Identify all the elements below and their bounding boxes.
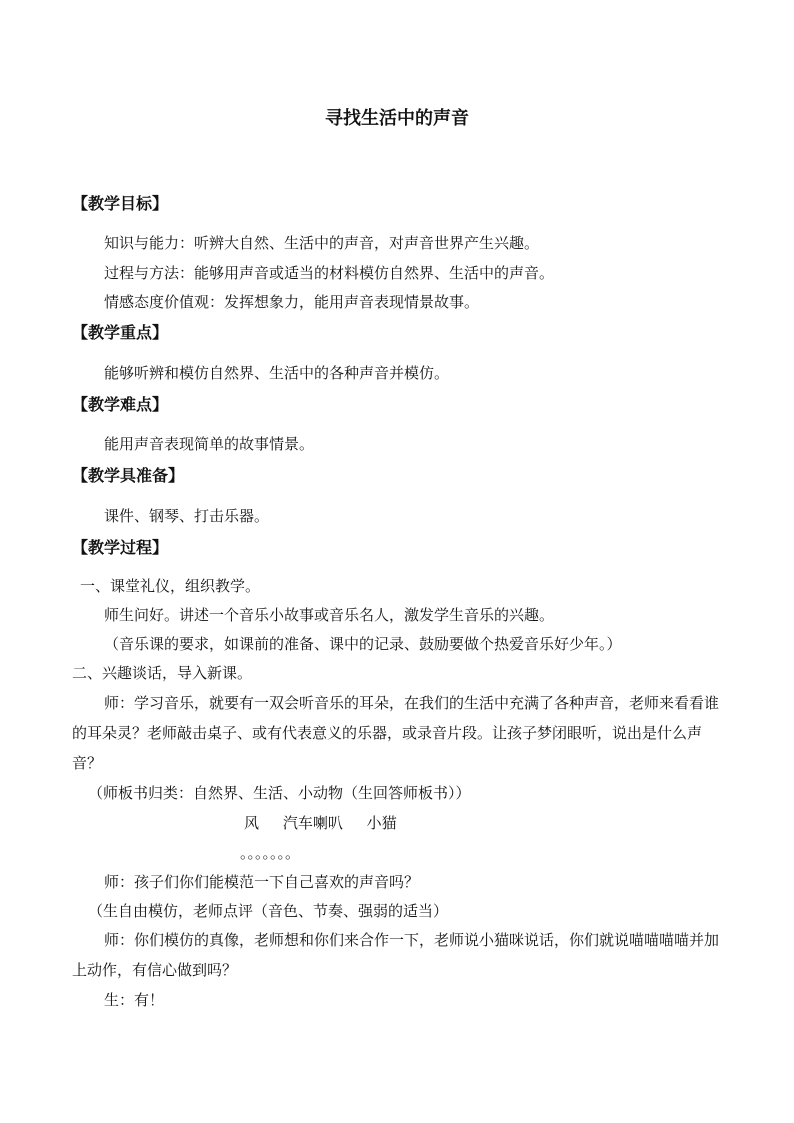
process-paragraph-cooperate: 师：你们模仿的真像，老师想和你们来合作一下，老师说小猫咪说话，你们就说喵喵喵喵并加上动作，有信心做到吗？ [72, 931, 720, 979]
process-line-3: （音乐课的要求，如课前的准备、课中的记录、鼓励要做个热爱音乐好少年。） [104, 635, 622, 653]
heading-materials: 【教学具准备】 [72, 466, 185, 485]
process-line-evaluate: （生自由模仿，老师点评（音色、节奏、强弱的适当） [88, 902, 449, 920]
goal-knowledge: 知识与能力：听辨大自然、生活中的声音，对声音世界产生兴趣。 [104, 234, 540, 252]
document-title: 寻找生活中的声音 [325, 108, 469, 129]
process-paragraph-listening: 师：学习音乐，就要有一双会听音乐的耳朵，在我们的生活中充满了各种声音，老师来看看谁的耳朵灵？老师敲击桌子、或有代表意义的乐器，或录音片段。让孩子梦闭眼听，说出是什么声音？ [72, 694, 720, 772]
key-points-text: 能够听辨和模仿自然界、生活中的各种声音并模仿。 [104, 364, 450, 382]
heading-goals: 【教学目标】 [72, 194, 169, 213]
materials-text: 课件、钢琴、打击乐器。 [104, 507, 270, 525]
process-board-items: 风 汽车喇叭 小猫 [244, 814, 397, 832]
goal-emotion: 情感态度价值观：发挥想象力，能用声音表现情景故事。 [104, 293, 480, 311]
process-dots: 。。。。。。。 [240, 844, 301, 862]
heading-difficulties: 【教学难点】 [72, 395, 169, 414]
process-board-note: （师板书归类：自然界、生活、小动物（生回答师板书）） [88, 784, 471, 802]
process-line-imitate: 师：孩子们你们能模范一下自己喜欢的声音吗？ [104, 873, 420, 891]
difficulties-text: 能用声音表现简单的故事情景。 [104, 435, 315, 453]
goal-process: 过程与方法：能够用声音或适当的材料模仿自然界、生活中的声音。 [104, 264, 555, 282]
heading-key-points: 【教学重点】 [72, 323, 169, 342]
process-line-1: 一、课堂礼仪，组织教学。 [80, 577, 261, 595]
process-line-2: 师生问好。讲述一个音乐小故事或音乐名人，激发学生音乐的兴趣。 [104, 606, 555, 624]
process-line-4: 二、兴趣谈话，导入新课。 [72, 664, 253, 682]
heading-process: 【教学过程】 [72, 538, 169, 557]
process-line-answer: 生：有！ [104, 991, 165, 1009]
